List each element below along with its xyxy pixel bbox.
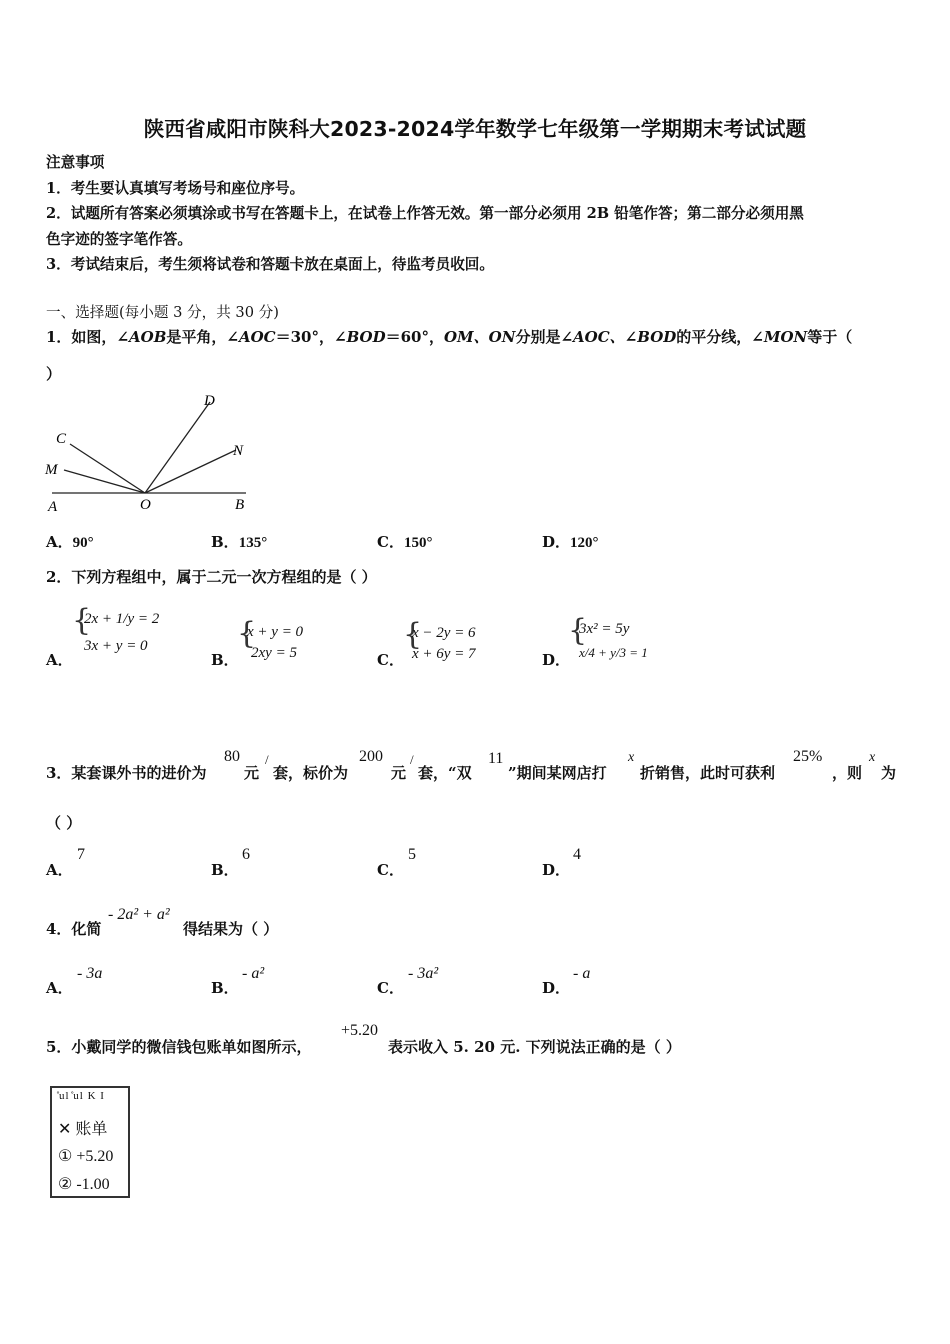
q4-option-b-letter[interactable]: B． bbox=[211, 979, 239, 997]
q1-text-c: 分别是 bbox=[515, 328, 561, 346]
q4-option-b-value: - a² bbox=[242, 965, 265, 982]
q1-om-on: OM、ON bbox=[443, 328, 516, 346]
q1-option-c-letter: C． bbox=[377, 533, 404, 551]
ray-on bbox=[145, 450, 236, 493]
label-a: A bbox=[48, 499, 58, 515]
q2-option-a-system bbox=[84, 610, 159, 656]
ray-oc bbox=[70, 444, 145, 493]
label-d: D bbox=[204, 393, 215, 409]
q3-profit-rate: 25% bbox=[793, 748, 823, 765]
q3-option-c-value: 5 bbox=[408, 846, 416, 863]
wallet-row-income: ① +5.20 bbox=[58, 1148, 114, 1165]
q3-option-d-value: 4 bbox=[573, 846, 581, 863]
q4-option-d-value: - a bbox=[573, 965, 591, 982]
question-3-close: （ ） bbox=[46, 814, 82, 832]
q2-option-c-system bbox=[412, 624, 476, 664]
q1-option-c[interactable] bbox=[377, 531, 432, 552]
q4-option-a-value: - 3a bbox=[77, 965, 103, 982]
q1-option-a[interactable] bbox=[46, 531, 94, 552]
question-4-text-2: 得结果为（ ） bbox=[183, 920, 279, 938]
label-n: N bbox=[233, 443, 244, 459]
notice-item-2-cont: 色字迹的签字笔作答。 bbox=[46, 231, 192, 248]
notice-heading: 注意事项 bbox=[46, 154, 105, 171]
q1-text-b: 是平角， bbox=[166, 328, 227, 346]
notice-item-3: 3．考试结束后，考生须将试卷和答题卡放在桌面上，待监考员收回。 bbox=[46, 256, 494, 273]
notice-item-2: 2．试题所有答案必须填涂或书写在答题卡上，在试卷上作答无效。第一部分必须用 2B 铅笔作答；第二部分必须用黑 bbox=[46, 205, 804, 222]
q2-option-c-letter[interactable]: C． bbox=[377, 651, 404, 669]
question-4-text-1: 4．化简 bbox=[46, 920, 102, 938]
label-b: B bbox=[235, 497, 245, 513]
q3-discount-x: x bbox=[628, 750, 635, 765]
q3-double-eleven: 11 bbox=[488, 750, 504, 767]
q3-text-3: 套，标价为 bbox=[273, 764, 349, 782]
q1-angle-aob: ∠AOB bbox=[116, 328, 167, 346]
q3-list-price: 200 bbox=[359, 748, 383, 765]
q3-option-a-letter[interactable]: A． bbox=[46, 861, 73, 879]
ray-om bbox=[64, 470, 145, 493]
wallet-status-bar: ̊ul ̊ul K I bbox=[58, 1090, 105, 1102]
q3-text-4: 元 bbox=[391, 764, 407, 782]
question-5-text-2: 表示收入 5. 20 元. 下列说法正确的是（ ） bbox=[388, 1038, 681, 1056]
q1-eq-aoc: ＝30°， bbox=[275, 328, 334, 346]
q2-b-eq2: 2xy = 5 bbox=[251, 645, 297, 661]
q1-angle-aoc: ∠AOC bbox=[226, 328, 276, 346]
q1-eq-bod: ＝60°， bbox=[385, 328, 444, 346]
q1-text-e: 等于（ bbox=[807, 328, 853, 346]
q2-c-eq1: x − 2y = 6 bbox=[412, 625, 476, 641]
q3-slash-2: / bbox=[410, 752, 414, 767]
q4-option-c-letter[interactable]: C． bbox=[377, 979, 404, 997]
section-heading: 一、选择题(每小题 3 分，共 30 分) bbox=[46, 304, 279, 321]
q3-text-8: ，则 bbox=[832, 764, 863, 782]
q4-option-c-value: - 3a² bbox=[408, 965, 439, 982]
ray-od bbox=[145, 402, 210, 493]
q2-c-eq2: x + 6y = 7 bbox=[412, 646, 476, 662]
q3-text-7: 折销售，此时可获利 bbox=[640, 764, 776, 782]
q2-a-eq1: 2x + 1/y = 2 bbox=[84, 611, 160, 627]
q3-text-6: ”期间某网店打 bbox=[508, 764, 607, 782]
q3-text-5: 套，“双 bbox=[418, 764, 472, 782]
question-5-text-1: 5．小戴同学的微信钱包账单如图所示， bbox=[46, 1038, 312, 1056]
q2-option-d-letter[interactable]: D． bbox=[542, 651, 571, 669]
q2-option-b-letter[interactable]: B． bbox=[211, 651, 239, 669]
q2-d-eq1: 3x² = 5y bbox=[579, 621, 630, 637]
q2-option-d-system bbox=[579, 620, 648, 662]
q1-option-c-value: 150° bbox=[403, 535, 433, 551]
q3-option-b-letter[interactable]: B． bbox=[211, 861, 239, 879]
question-2-stem: 2．下列方程组中，属于二元一次方程组的是（ ） bbox=[46, 568, 377, 586]
q3-text-9: 为 bbox=[881, 764, 897, 782]
q1-option-a-letter: A． bbox=[46, 533, 73, 551]
q4-option-d-letter[interactable]: D． bbox=[542, 979, 571, 997]
q3-slash-1: / bbox=[265, 752, 269, 767]
q1-text-d: 的平分线， bbox=[676, 328, 752, 346]
question-1-stem bbox=[46, 326, 852, 347]
label-m: M bbox=[45, 462, 58, 478]
q1-angle-figure bbox=[40, 388, 260, 518]
q3-cost-price: 80 bbox=[224, 748, 240, 765]
q2-b-eq1: x + y = 0 bbox=[247, 624, 304, 640]
question-1-close: ） bbox=[46, 365, 62, 383]
q3-x: x bbox=[869, 750, 876, 765]
q2-a-eq2: 3x + y = 0 bbox=[84, 638, 148, 654]
q1-angles: ∠AOC、∠BOD bbox=[560, 328, 677, 346]
q2-b-brace: { bbox=[237, 616, 257, 651]
q1-option-a-value: 90° bbox=[72, 535, 94, 551]
q3-option-a-value: 7 bbox=[77, 846, 85, 863]
q2-d-eq2: x/4 + y/3 = 1 bbox=[579, 645, 648, 660]
wallet-row-expense: ② -1.00 bbox=[58, 1176, 110, 1193]
q5-income: +5.20 bbox=[341, 1022, 379, 1039]
q1-option-b[interactable] bbox=[211, 531, 267, 552]
q1-option-b-letter: B． bbox=[211, 533, 239, 551]
q1-text-a: 1．如图， bbox=[46, 328, 117, 346]
exam-title: 陕西省咸阳市陕科大2023-2024学年数学七年级第一学期期末考试试题 bbox=[143, 117, 807, 141]
q2-option-a-letter[interactable]: A． bbox=[46, 651, 73, 669]
q4-option-a-letter[interactable]: A． bbox=[46, 979, 73, 997]
q2-c-brace: { bbox=[403, 617, 423, 652]
q2-option-b-system bbox=[247, 623, 303, 663]
q4-expression: - 2a² + a² bbox=[108, 906, 170, 923]
notice-item-1: 1．考生要认真填写考场号和座位序号。 bbox=[46, 180, 305, 197]
label-o: O bbox=[140, 497, 151, 513]
q1-option-d[interactable] bbox=[542, 531, 599, 552]
q3-option-c-letter[interactable]: C． bbox=[377, 861, 404, 879]
question-3-stem bbox=[46, 762, 206, 783]
q2-d-brace: { bbox=[568, 613, 588, 648]
q3-option-b-value: 6 bbox=[242, 846, 250, 863]
q1-option-d-value: 120° bbox=[570, 535, 599, 551]
q1-angle-bod: ∠BOD bbox=[334, 328, 386, 346]
label-c: C bbox=[56, 431, 67, 447]
q1-angle-mon: ∠MON bbox=[751, 328, 808, 346]
q3-text-1: 3．某套课外书的进价为 bbox=[46, 764, 207, 782]
q3-text-2: 元 bbox=[244, 764, 260, 782]
wallet-header: ✕ 账单 bbox=[58, 1121, 108, 1138]
q1-option-d-letter: D． bbox=[542, 533, 571, 551]
q1-option-b-value: 135° bbox=[238, 535, 268, 551]
wallet-bill-image bbox=[50, 1086, 130, 1198]
q2-a-brace: { bbox=[72, 603, 92, 638]
q3-option-d-letter[interactable]: D． bbox=[542, 861, 571, 879]
